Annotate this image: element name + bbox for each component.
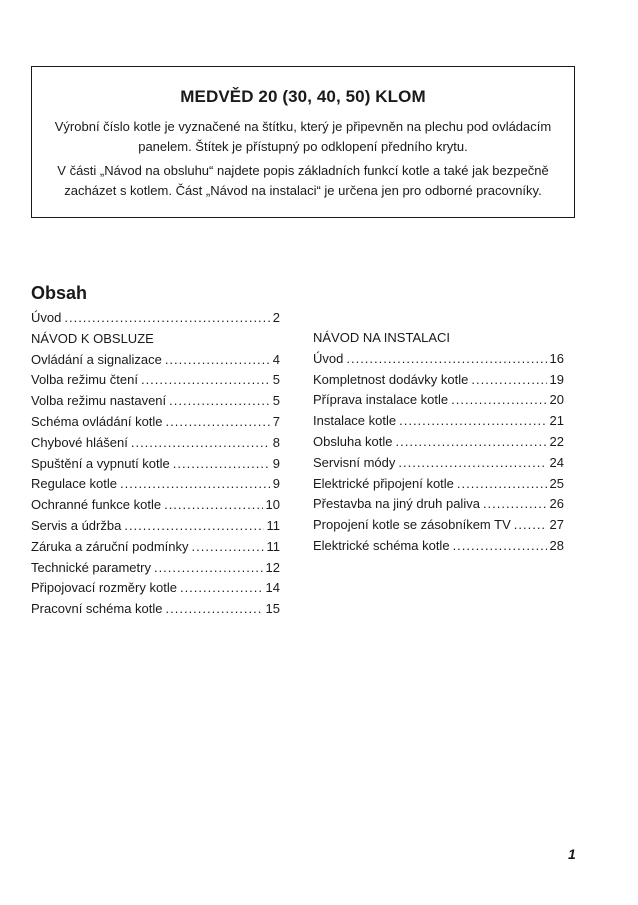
toc-entry-label: Elektrické schéma kotle: [313, 537, 450, 553]
toc-entry[interactable]: [31, 497, 280, 518]
toc-dot-leader: [192, 539, 264, 554]
toc-dot-leader: [483, 496, 547, 511]
toc-entry-page: 11: [266, 538, 280, 554]
toc-entry-page: 16: [549, 350, 564, 366]
toc-entry-page: 5: [272, 393, 280, 409]
document-title: MEDVĚD 20 (30, 40, 50) KLOM: [180, 87, 426, 106]
toc-entry-label: Připojovací rozměry kotle: [31, 580, 177, 596]
toc-entry-label: Spuštění a vypnutí kotle: [31, 455, 170, 471]
toc-entry-label: Ochranné funkce kotle: [31, 497, 162, 513]
toc-entry-label: Regulace kotle: [31, 476, 117, 492]
toc-dot-leader: [154, 560, 263, 575]
toc-dot-leader: [164, 497, 262, 512]
toc-dot-leader: [166, 601, 263, 616]
toc-dot-leader: [399, 413, 546, 428]
toc-entry[interactable]: [313, 434, 564, 455]
toc-entry-page: 2: [272, 310, 280, 325]
intro-box: [31, 66, 575, 218]
toc-entry-page: 25: [549, 475, 564, 491]
toc-entry-label: Přestavba na jiný druh paliva: [313, 496, 480, 512]
toc-dot-leader: [169, 393, 270, 408]
toc-entry-label: Pracovní schéma kotle: [31, 601, 163, 617]
toc-dot-leader: [131, 435, 270, 450]
toc-dot-leader: [165, 352, 270, 367]
toc-entry[interactable]: [31, 580, 280, 601]
toc-entry[interactable]: [31, 435, 280, 456]
toc-dot-leader: [346, 351, 546, 366]
toc-dot-leader: [396, 434, 547, 449]
toc-entry[interactable]: [313, 538, 564, 559]
toc-entry[interactable]: [31, 539, 280, 560]
toc-entry-page: 9: [272, 455, 280, 471]
intro-paragraph-serial-number: Výrobní číslo kotle je vyznačené na štítku, který je připevněn na plechu pod ovládacím panelem. Štítek je přístupný po odklopení předního krytu.: [54, 119, 552, 154]
toc-entry-page: 24: [549, 454, 564, 470]
toc-entry-page: 7: [272, 413, 280, 429]
toc-entry-label: Záruka a záruční podmínky: [31, 538, 189, 554]
toc-entry-label: Kompletnost dodávky kotle: [313, 371, 469, 387]
toc-entry[interactable]: [31, 476, 280, 497]
toc-entry-page: 26: [549, 496, 564, 512]
toc-entry-intro[interactable]: [31, 310, 280, 331]
toc-dot-leader: [64, 310, 269, 325]
toc-entry-page: 28: [549, 537, 564, 553]
toc-entry-label: Schéma ovládání kotle: [31, 413, 163, 429]
toc-entry[interactable]: [313, 351, 564, 372]
toc-entry-page: 12: [265, 559, 280, 575]
toc-entry-page: 15: [265, 601, 280, 617]
toc-entry-label: Volba režimu nastavení: [31, 393, 167, 409]
toc-dot-leader: [120, 476, 270, 491]
toc-entry[interactable]: [313, 496, 564, 517]
toc-entry[interactable]: [31, 560, 280, 581]
toc-dot-leader: [453, 538, 547, 553]
toc-section-operation: NÁVOD K OBSLUZE: [31, 330, 154, 346]
toc-entry[interactable]: [313, 372, 564, 393]
toc-entry[interactable]: [31, 414, 280, 435]
toc-left-column: [31, 310, 280, 622]
toc-entry-label: Technické parametry: [31, 559, 151, 575]
toc-entry[interactable]: [31, 456, 280, 477]
toc-entry-label: Úvod: [313, 350, 344, 366]
toc-entry-page: 9: [272, 476, 280, 492]
toc-entry-label: Chybové hlášení: [31, 434, 128, 450]
toc-entry-label: Volba režimu čtení: [31, 372, 138, 388]
toc-entry-page: 8: [272, 434, 280, 450]
toc-dot-leader: [451, 392, 546, 407]
toc-dot-leader: [166, 414, 270, 429]
toc-dot-leader: [471, 372, 546, 387]
toc-entry-page: 21: [549, 413, 564, 429]
toc-entry-page: 19: [549, 371, 564, 387]
toc-entry[interactable]: [31, 352, 280, 373]
toc-entry-label: Příprava instalace kotle: [313, 392, 449, 408]
toc-right-column: [313, 330, 564, 559]
intro-paragraph-manual-parts: V části „Návod na obsluhu“ najdete popis základních funkcí kotle a také jak bezpečně zacházet s kotlem. Část „Návod na instalaci“ je určena jen pro odborné pracovníky.: [57, 163, 549, 198]
toc-entry-page: 4: [272, 351, 280, 367]
toc-dot-leader: [173, 456, 270, 471]
toc-entry-label: Instalace kotle: [313, 413, 397, 429]
toc-entry-label: Propojení kotle se zásobníkem TV: [313, 517, 511, 533]
toc-entry-label: Úvod: [31, 310, 62, 325]
page-number: 1: [568, 846, 576, 862]
toc-entry[interactable]: [31, 372, 280, 393]
toc-entry-page: 10: [265, 497, 280, 513]
toc-dot-leader: [180, 580, 263, 595]
toc-entry-page: 14: [265, 580, 280, 596]
toc-entry[interactable]: [31, 393, 280, 414]
toc-entry[interactable]: [31, 518, 280, 539]
toc-entry-label: Obsluha kotle: [313, 433, 393, 449]
toc-entry[interactable]: [313, 476, 564, 497]
toc-entry[interactable]: [313, 413, 564, 434]
toc-entry[interactable]: [313, 517, 564, 538]
toc-entry-page: 11: [266, 517, 280, 533]
toc-entry-label: Ovládání a signalizace: [31, 351, 162, 367]
toc-entry[interactable]: [31, 601, 280, 622]
toc-entry-page: 20: [549, 392, 564, 408]
toc-entry-label: Elektrické připojení kotle: [313, 475, 454, 491]
toc-section-installation: NÁVOD NA INSTALACI: [313, 330, 451, 345]
toc-entry-page: 22: [549, 433, 564, 449]
toc-dot-leader: [398, 455, 546, 470]
toc-entry-page: 27: [549, 517, 564, 533]
toc-dot-leader: [514, 517, 547, 532]
toc-entry-page: 5: [272, 372, 280, 388]
toc-entry-label: Servis a údržba: [31, 517, 122, 533]
toc-heading: Obsah: [31, 283, 88, 303]
toc-dot-leader: [457, 476, 547, 491]
toc-entry[interactable]: [313, 392, 564, 413]
toc-entry[interactable]: [313, 455, 564, 476]
toc-dot-leader: [124, 518, 263, 533]
toc-entry-label: Servisní módy: [313, 454, 396, 470]
toc-dot-leader: [141, 372, 270, 387]
